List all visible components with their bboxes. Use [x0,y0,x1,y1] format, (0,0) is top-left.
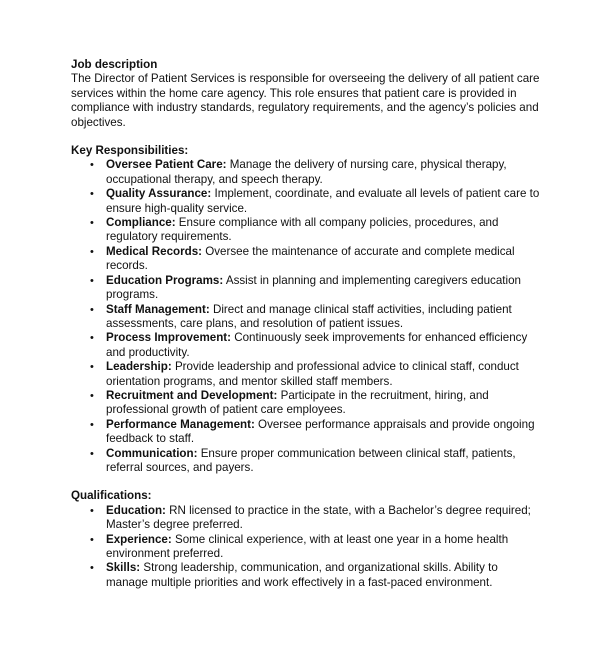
item-term: Quality Assurance: [106,187,212,201]
bullet-icon: • [90,217,94,230]
item-term: Experience: [106,532,172,546]
list-item [71,561,541,590]
item-term: Education: [106,503,166,517]
job-description-heading: Job description [71,58,158,71]
list-item [71,360,541,389]
bullet-icon: • [90,274,94,287]
item-term: Process Improvement: [106,331,232,345]
item-term: Medical Records: [106,244,202,258]
list-item [71,331,541,360]
item-term: Compliance: [106,216,176,230]
bullet-icon: • [90,533,94,546]
list-item [71,274,541,303]
bullet-icon: • [90,245,94,258]
bullet-icon: • [90,447,94,460]
item-text: Oversee the maintenance of accurate and complete medical records. [106,244,515,273]
list-item [71,245,541,274]
document-content [71,58,541,590]
list-item [71,418,541,447]
item-text: Manage the delivery of nursing care, physical therapy, occupational therapy, and speech therapy. [106,158,507,186]
section-spacer [71,475,541,489]
bullet-icon: • [90,303,94,316]
item-term: Oversee Patient Care: [106,158,227,172]
item-term: Staff Management: [106,302,210,316]
bullet-icon: • [90,562,94,575]
item-text: Strong leadership, communication, and organizational skills. Ability to manage multiple priorities and work effectively in a fast-paced environment. [106,561,498,589]
item-term: Communication: [106,446,198,460]
item-term: Education Programs: [106,273,224,287]
bullet-icon: • [90,389,94,402]
qualifications-heading: Qualifications: [71,489,152,503]
item-text: Participate in the recruitment, hiring, and professional growth of patient care employees. [106,388,489,417]
list-item [71,303,541,332]
list-item [71,216,541,245]
list-item [71,447,541,476]
responsibilities-heading: Key Responsibilities: [71,144,189,158]
item-text: Continuously seek improvements for enhanced efficiency and productivity. [106,331,528,359]
item-text: Implement, coordinate, and evaluate all levels of patient care to ensure high-quality service. [106,187,540,215]
item-text: Some clinical experience, with at least one year in a home health environment preferred. [106,532,509,560]
item-text: Ensure proper communication between clinical staff, patients, referral sources, and payers. [106,446,516,474]
bullet-icon: • [90,332,94,345]
item-term: Performance Management: [106,417,255,431]
item-text: RN licensed to practice in the state, with a Bachelor’s degree required; Master’s degree preferred. [106,503,531,532]
job-description-body: The Director of Patient Services is responsible for overseeing the delivery of all patient care services within the home care agency. This role ensures that patient care is provided in compliance with industry standards, regulatory requirements, and the agency’s policies and objectives. [71,72,540,129]
list-item [71,533,541,562]
list-item [71,187,541,216]
item-text: Oversee performance appraisals and provide ongoing feedback to staff. [106,417,535,446]
list-item [71,158,541,187]
item-term: Skills: [106,561,141,575]
qualifications-list [71,504,541,590]
list-item [71,389,541,418]
item-text: Provide leadership and professional advice to clinical staff, conduct orientation programs, and mentor skilled staff members. [106,360,519,388]
bullet-icon: • [90,361,94,374]
bullet-icon: • [90,188,94,201]
item-term: Leadership: [106,360,172,374]
responsibilities-list [71,158,541,475]
bullet-icon: • [90,418,94,431]
item-text: Assist in planning and implementing caregivers education programs. [106,273,521,302]
item-term: Recruitment and Development: [106,388,278,402]
item-text: Direct and manage clinical staff activities, including patient assessments, care plans, and resolution of patient issues. [106,302,512,330]
item-text: Ensure compliance with all company policies, procedures, and regulatory requirements. [106,216,499,244]
bullet-icon: • [90,159,94,172]
bullet-icon: • [90,504,94,517]
list-item [71,504,541,533]
